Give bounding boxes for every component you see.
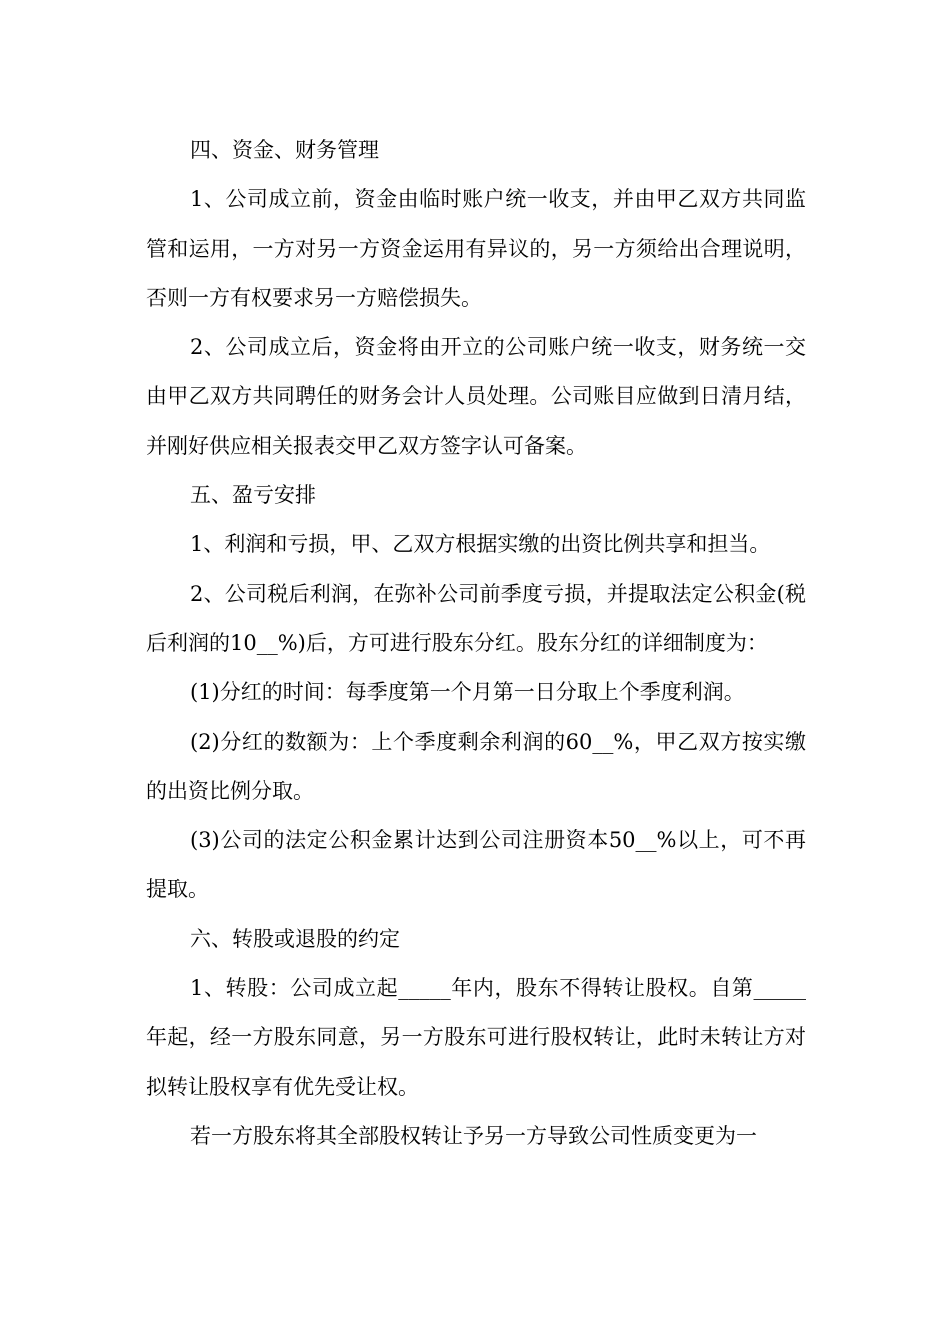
- paragraph-dividend-time: (1)分红的时间：每季度第一个月第一日分取上个季度利润。: [190, 680, 745, 705]
- paragraph-after-tax-profit: 2、公司税后利润，在弥补公司前季度亏损，并提取法定公积金(税后利润的10__%)后，方可进行股东分红。股东分红的详细制度为：: [146, 581, 806, 655]
- paragraph-profit-loss-sharing: 1、利润和亏损，甲、乙双方根据实缴的出资比例共享和担当。: [190, 532, 771, 557]
- paragraph-full-transfer: 若一方股东将其全部股权转让予另一方导致公司性质变更为一: [190, 1123, 757, 1148]
- paragraph-post-establishment-funds: 2、公司成立后，资金将由开立的公司账户统一收支，财务统一交由甲乙双方共同聘任的财务会计人员处理。公司账目应做到日清月结，并刚好供应相关报表交甲乙双方签字认可备案。: [146, 335, 806, 458]
- document-body: [146, 126, 806, 1161]
- paragraph-statutory-reserve: (3)公司的法定公积金累计达到公司注册资本50__%以上，可不再提取。: [146, 828, 806, 902]
- section-heading-funds-finance: 四、资金、财务管理: [190, 138, 379, 162]
- section-heading-profit-loss: 五、盈亏安排: [190, 483, 316, 508]
- paragraph-pre-establishment-funds: 1、公司成立前，资金由临时账户统一收支，并由甲乙双方共同监管和运用，一方对另一方资金运用有异议的，另一方须给出合理说明，否则一方有权要求另一方赔偿损失。: [146, 187, 806, 310]
- paragraph-dividend-amount: (2)分红的数额为：上个季度剩余利润的60__%，甲乙双方按实缴的出资比例分取。: [146, 729, 806, 803]
- paragraph-share-transfer: 1、转股：公司成立起_____年内，股东不得转让股权。自第_____年起，经一方股东同意，另一方股东可进行股权转让，此时未转让方对拟转让股权享有优先受让权。: [146, 976, 806, 1099]
- section-heading-share-transfer: 六、转股或退股的约定: [190, 926, 400, 951]
